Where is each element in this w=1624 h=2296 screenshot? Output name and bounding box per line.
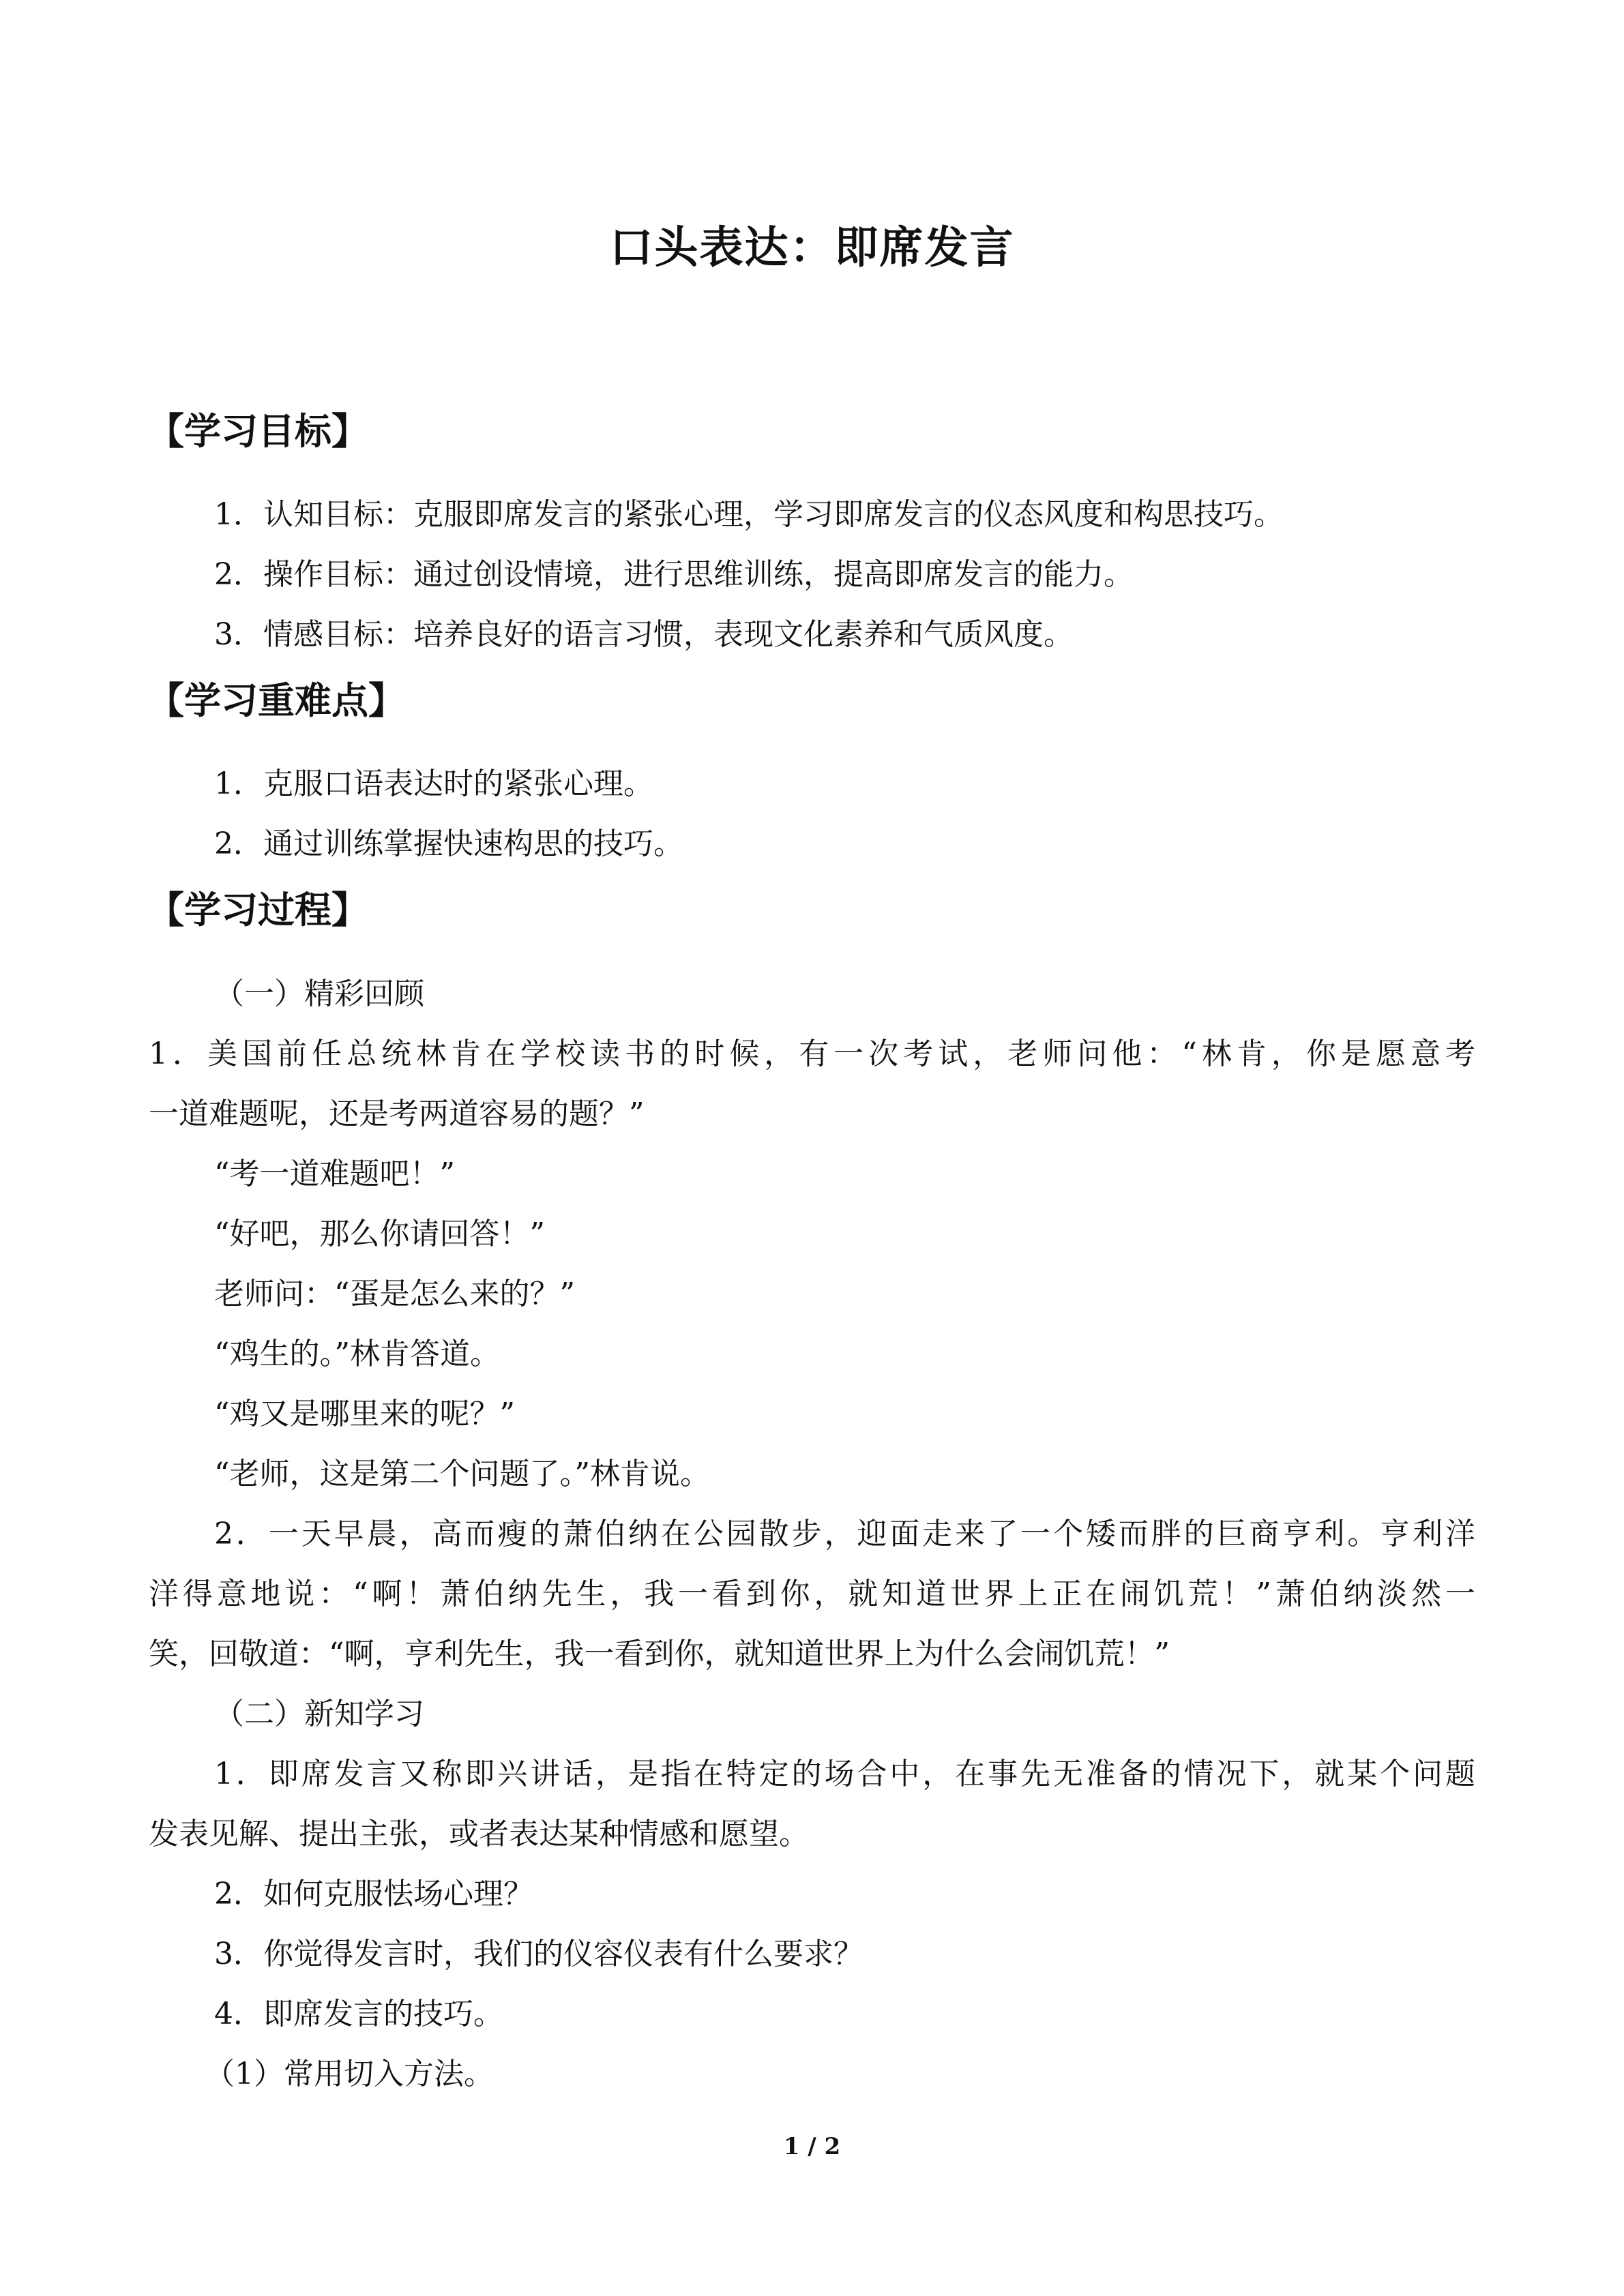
key-point-line-2: 2．通过训练掌握快速构思的技巧。 [214,826,683,861]
process-line: “老师，这是第二个问题了。”林肯说。 [214,1457,710,1491]
process-line: （1）常用切入方法。 [205,2057,494,2091]
process-line: “鸡生的。”林肯答道。 [214,1337,500,1371]
process-line: 2．如何克服怯场心理？ [214,1877,533,1911]
process-line: 笑，回敬道：“啊，亨利先生，我一看到你，就知道世界上为什么会闹饥荒！” [149,1637,1170,1671]
key-point-line-1: 1．克服口语表达时的紧张心理。 [214,766,653,801]
process-line: （一）精彩回顾 [214,976,424,1011]
process-line: 3．你觉得发言时，我们的仪容仪表有什么要求？ [214,1937,863,1971]
process-line: 发表见解、提出主张，或者表达某种情感和愿望。 [149,1817,809,1851]
goal-line-1: 1．认知目标：克服即席发言的紧张心理，学习即席发言的仪态风度和构思技巧。 [214,497,1284,532]
page-title: 口头表达：即席发言 [609,223,1015,273]
process-line: “考一道难题吧！” [214,1157,455,1191]
process-line: “鸡又是哪里来的呢？” [214,1397,515,1431]
process-line: 老师问：“蛋是怎么来的？” [214,1277,575,1311]
process-line: 1．即席发言又称即兴讲话，是指在特定的场合中，在事先无准备的情况下，就某个问题 [214,1757,1475,1791]
goal-line-3: 3．情感目标：培养良好的语言习惯，表现文化素养和气质风度。 [214,617,1074,652]
process-line: 一道难题呢，还是考两道容易的题？” [149,1097,645,1131]
process-line: 2．一天早晨，高而瘦的萧伯纳在公园散步，迎面走来了一个矮而胖的巨商亨利。亨利洋 [214,1517,1475,1551]
process-line: 4．即席发言的技巧。 [214,1997,503,2031]
process-line: “好吧，那么你请回答！” [214,1217,545,1251]
process-line: 1．美国前任总统林肯在学校读书的时候，有一次考试，老师问他：“林肯，你是愿意考 [149,1037,1475,1071]
process-line: 洋得意地说：“啊！萧伯纳先生，我一看到你，就知道世界上正在闹饥荒！”萧伯纳淡然一 [149,1577,1475,1611]
page-number: 1 / 2 [783,2133,841,2160]
section-heading-goals: 【学习目标】 [147,410,368,453]
section-heading-process: 【学习过程】 [147,889,368,931]
section-heading-key-points: 【学习重难点】 [147,679,405,722]
goal-line-2: 2．操作目标：通过创设情境，进行思维训练，提高即席发言的能力。 [214,557,1134,592]
process-line: （二）新知学习 [214,1697,424,1731]
